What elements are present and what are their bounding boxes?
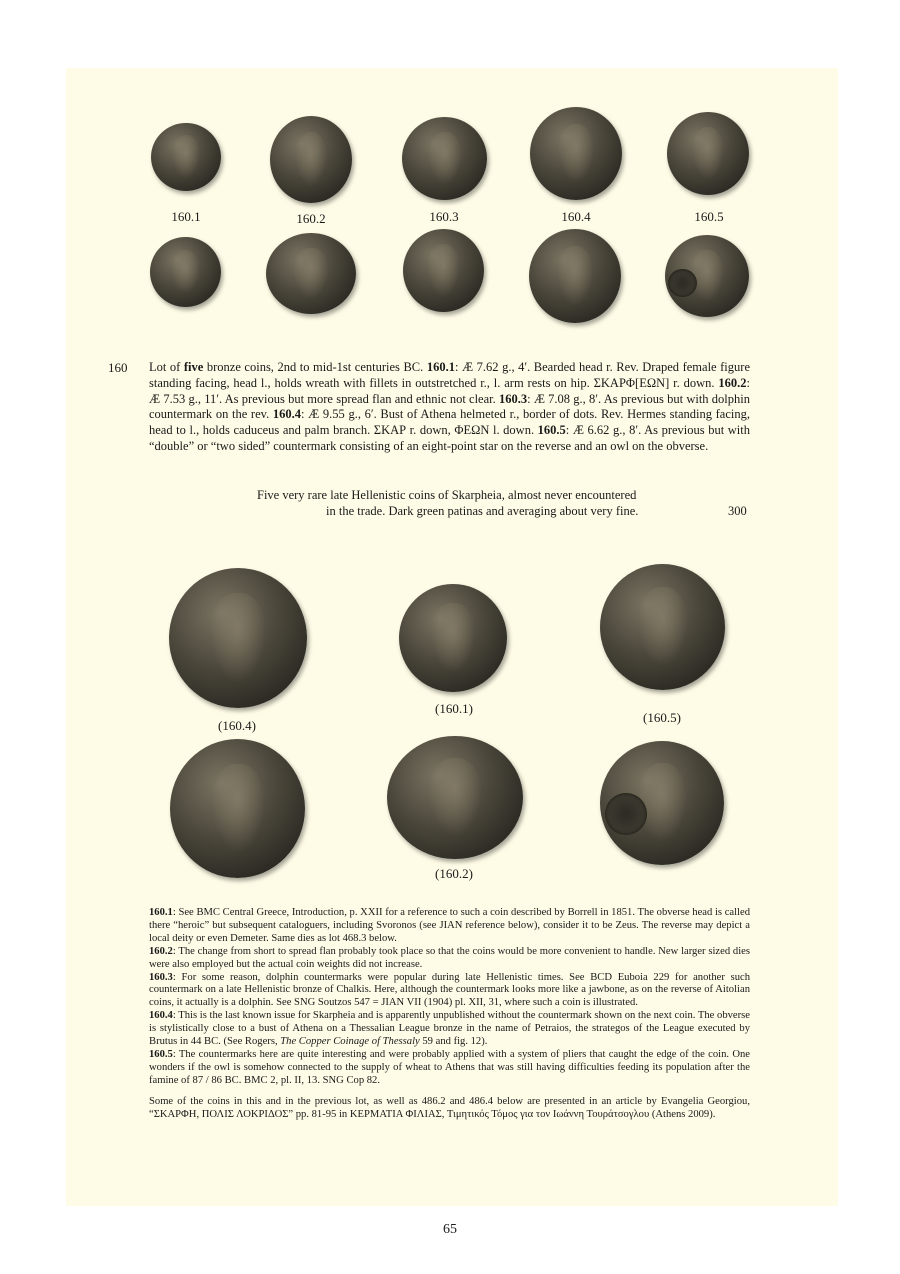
note-160-1: 160.1: See BMC Central Greece, Introduction, p. XXII for a reference to such a coin described by Borrell in 1851. The obverse head is called there “heroic” but subsequent cataloguers, including Svoronos (see JIAN reference below), consider it to be Zeus. The reverse may depict a local deity or even Demeter. Same dies as lot 468.3 below. [149, 907, 750, 944]
enlarged-coin-160-4-reverse [170, 739, 305, 878]
coin-160-3-obverse [402, 117, 487, 200]
page-number: 65 [443, 1222, 457, 1237]
coin-160-4-reverse [529, 229, 621, 323]
note-160-2: 160.2: The change from short to spread flan probably took place so that the coins would be more convenient to handle. New larger sized dies were also employed but the actual coin weights did not increase. [149, 945, 750, 970]
coin-160-5-obverse [667, 112, 749, 195]
lot-number: 160 [108, 360, 128, 375]
closing-note: Some of the coins in this and in the previous lot, as well as 486.2 and 486.4 below are presented in an article by Evangelia Georgiou, “ΣΚΑΡΦΗ, ΠΟΛΙΣ ΛΟΚΡΙΔΟΣ” pp. 81-95 in ΚΕΡΜΑΤΙΑ ΦΙΛΙΑΣ, Τιμητικός Τόμος για τον Ιωάννη Τουράτσογλου (Athens 2009). [149, 1095, 750, 1120]
coin-160-2-obverse [270, 116, 352, 203]
enlarged-label-160-2: (160.2) [435, 866, 473, 881]
enlarged-coin-160-5-obverse [600, 564, 725, 690]
enlarged-label-160-5: (160.5) [643, 710, 681, 725]
label-160-1: 160.1 [171, 209, 201, 224]
lot-notes [149, 907, 750, 1122]
coin-160-1-obverse [151, 123, 221, 191]
coin-160-4-obverse [530, 107, 622, 200]
coin-160-2-reverse [266, 233, 356, 314]
enlarged-coin-160-5-reverse [600, 741, 724, 865]
enlarged-coin-160-2-reverse [387, 736, 523, 859]
lot-comment-line-2: in the trade. Dark green patinas and averaging about very fine. [326, 504, 639, 518]
enlarged-label-160-4: (160.4) [218, 718, 256, 733]
note-160-4: 160.4: This is the last known issue for Skarpheia and is apparently unpublished without the countermark shown on the next coin. The obverse is stylistically close to a bust of Athena on a Thessalian League bronze in the name of Petraios, the strategos of the League executed by Brutus in 44 BC. (See Rogers, The Copper Coinage of Thessaly 59 and fig. 12). [149, 1010, 750, 1048]
coin-160-1-reverse [150, 237, 221, 307]
label-160-2: 160.2 [296, 211, 326, 226]
lot-estimate: 300 [728, 504, 747, 518]
lot-comment-line-1: Five very rare late Hellenistic coins of Skarpheia, almost never encountered [257, 488, 637, 502]
label-160-4: 160.4 [561, 209, 591, 224]
label-160-5: 160.5 [694, 209, 724, 224]
coin-160-5-reverse [665, 235, 749, 317]
enlarged-label-160-1: (160.1) [435, 701, 473, 716]
label-160-3: 160.3 [429, 209, 459, 224]
enlarged-coin-160-4-obverse [169, 568, 307, 708]
note-160-5: 160.5: The countermarks here are quite interesting and were probably applied with a system of pliers that caught the edge of the coin. One wonders if the owl is somehow connected to the supply of wheat to Athens that was still having difficulties feeding its population after the famine of 87 / 86 BC. BMC 2, pl. II, 13. SNG Cop 82. [149, 1048, 750, 1086]
coin-160-3-reverse [403, 229, 484, 312]
note-160-3: 160.3: For some reason, dolphin countermarks were popular during late Hellenistic times. See BCD Euboia 229 for another such countermark on a late Hellenistic bronze of Chalkis. Here, although the countermark looks more like a jawbone, as on the reverse of Aitolian coins, it actually is a dolphin. See SNG Soutzos 547 = JIAN VII (1904) pl. XII, 31, where such a coin is illustrated. [149, 971, 750, 1009]
lot-description: Lot of five bronze coins, 2nd to mid-1st centuries BC. 160.1: Æ 7.62 g., 4′. Bearded head r. Rev. Draped female figure standing facing, head l., holds wreath with fillets in outstretched r., l. arm rests on hip. ΣΚΑΡΦ[ΕΩΝ] r. down. 160.2: Æ 7.53 g., 11′. As previous but more spread flan and ethnic not clear. 160.3: Æ 7.08 g., 8′. As previous but with dolphin countermark on the rev. 160.4: Æ 9.55 g., 6′. Bust of Athena helmeted r., border of dots. Rev. Hermes standing facing, head to l., holds caduceus and palm branch. ΣΚΑΡ r. down, ΦΕΩΝ l. down. 160.5: Æ 6.62 g., 8′. As previous but with “double” or “two sided” countermark consisting of an eight-point star on the reverse and an owl on the obverse. [149, 360, 750, 453]
enlarged-coin-160-1-reverse [399, 584, 507, 692]
